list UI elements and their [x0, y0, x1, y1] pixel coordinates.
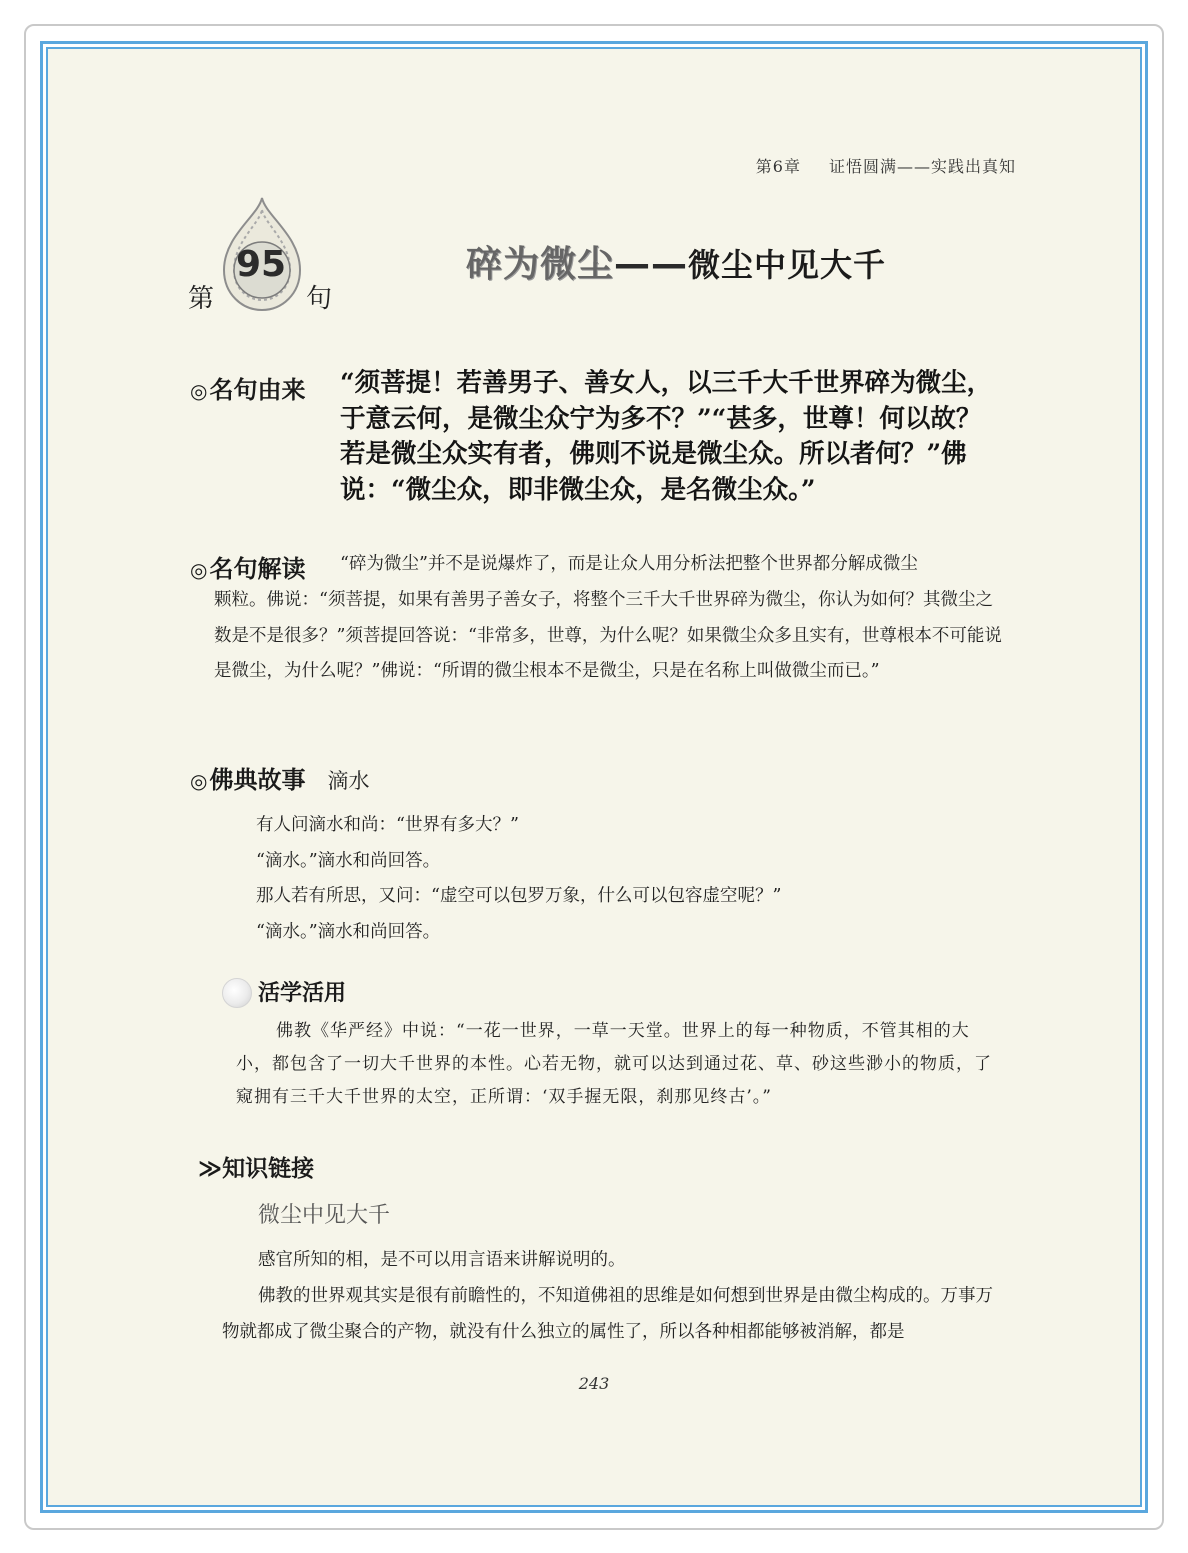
- page-number: 243: [578, 1374, 610, 1393]
- interpretation-heading: [190, 549, 305, 584]
- title-dash: ——: [614, 244, 689, 285]
- running-header: [756, 154, 1016, 177]
- badge-prefix: 第: [188, 284, 215, 314]
- knowledge-subtitle: 微尘中见大千: [258, 1203, 391, 1228]
- title-main: 碎为微尘: [466, 244, 615, 285]
- story-body: [256, 808, 956, 950]
- knowledge-heading: [198, 1150, 314, 1183]
- double-chevron-icon: ≫: [198, 1156, 223, 1182]
- interpretation-first-line: “碎为微尘”并不是说爆炸了，而是让众人用分析法把整个世界都分解成微尘: [340, 554, 918, 574]
- practice-body: [236, 1015, 996, 1114]
- badge-number: 95: [235, 244, 287, 285]
- bullseye-icon: ◎: [190, 379, 208, 403]
- story-label: 佛典故事: [209, 766, 306, 794]
- chapter-title: 证悟圆满——实践出真知: [828, 157, 1016, 176]
- origin-quote: “须菩提！若善男子、善女人，以三千大千世界碎为微尘，于意云何，是微尘众宁为多不？”“甚多，世尊！何以故？若是微尘众实有者，佛则不说是微尘众。所以者何？”佛说：“微尘众，即非微尘众，是名微尘众。”: [340, 368, 993, 505]
- bullseye-icon: ◎: [190, 558, 208, 582]
- knowledge-label: 知识链接: [222, 1156, 315, 1182]
- origin-heading: [190, 370, 305, 405]
- circle-bullet-icon: [222, 978, 252, 1008]
- badge-suffix: 句: [306, 284, 333, 314]
- chapter-number: 第6章: [755, 157, 801, 176]
- bullseye-icon: ◎: [190, 769, 208, 793]
- interpretation-body: 颗粒。佛说：“须菩提，如果有善男子善女子，将整个三千大千世界碎为微尘，你认为如何？其微尘之数是不是很多？”须菩提回答说：“非常多，世尊，为什么呢？如果微尘众多且实有，世尊根本不可能说是微尘，为什么呢？”佛说：“所谓的微尘根本不是微尘，只是在名称上叫做微尘而已。”: [214, 590, 1002, 681]
- title-sub: 微尘中见大千: [688, 246, 887, 284]
- story-heading: [190, 760, 369, 795]
- story-line: 有人问滴水和尚：“世界有多大？”: [256, 815, 519, 835]
- knowledge-paragraph-2: [222, 1278, 1002, 1350]
- story-line: “滴水。”滴水和尚回答。: [256, 921, 441, 942]
- knowledge-paragraph-2-text: 佛教的世界观其实是很有前瞻性的，不知道佛祖的思维是如何想到世界是由微尘构成的。万事万物就都成了微尘聚合的产物，就没有什么独立的属性了，所以各种相都能够被消解，都是: [222, 1286, 993, 1342]
- page-title: [466, 236, 886, 287]
- origin-label: 名句由来: [209, 376, 306, 404]
- story-line: 那人若有所思，又问：“虚空可以包罗万象，什么可以包容虚空呢？”: [256, 886, 782, 906]
- interpretation-label: 名句解读: [209, 555, 306, 583]
- practice-label: 活学活用: [258, 981, 347, 1006]
- sentence-badge: [186, 196, 346, 318]
- knowledge-paragraph-1: 感官所知的相，是不可以用言语来讲解说明的。: [258, 1250, 626, 1270]
- practice-text: 佛教《华严经》中说：“一花一世界，一草一天堂。世界上的每一种物质，不管其相的大小，都包含了一切大千世界的本性。心若无物，就可以达到通过花、草、砂这些渺小的物质，了窥拥有三千大千世界的太空，正所谓：‘双手握无限，刹那见终古’。”: [236, 1021, 992, 1107]
- story-line: “滴水。”滴水和尚回答。: [256, 850, 441, 871]
- story-subtitle: 滴水: [327, 769, 370, 793]
